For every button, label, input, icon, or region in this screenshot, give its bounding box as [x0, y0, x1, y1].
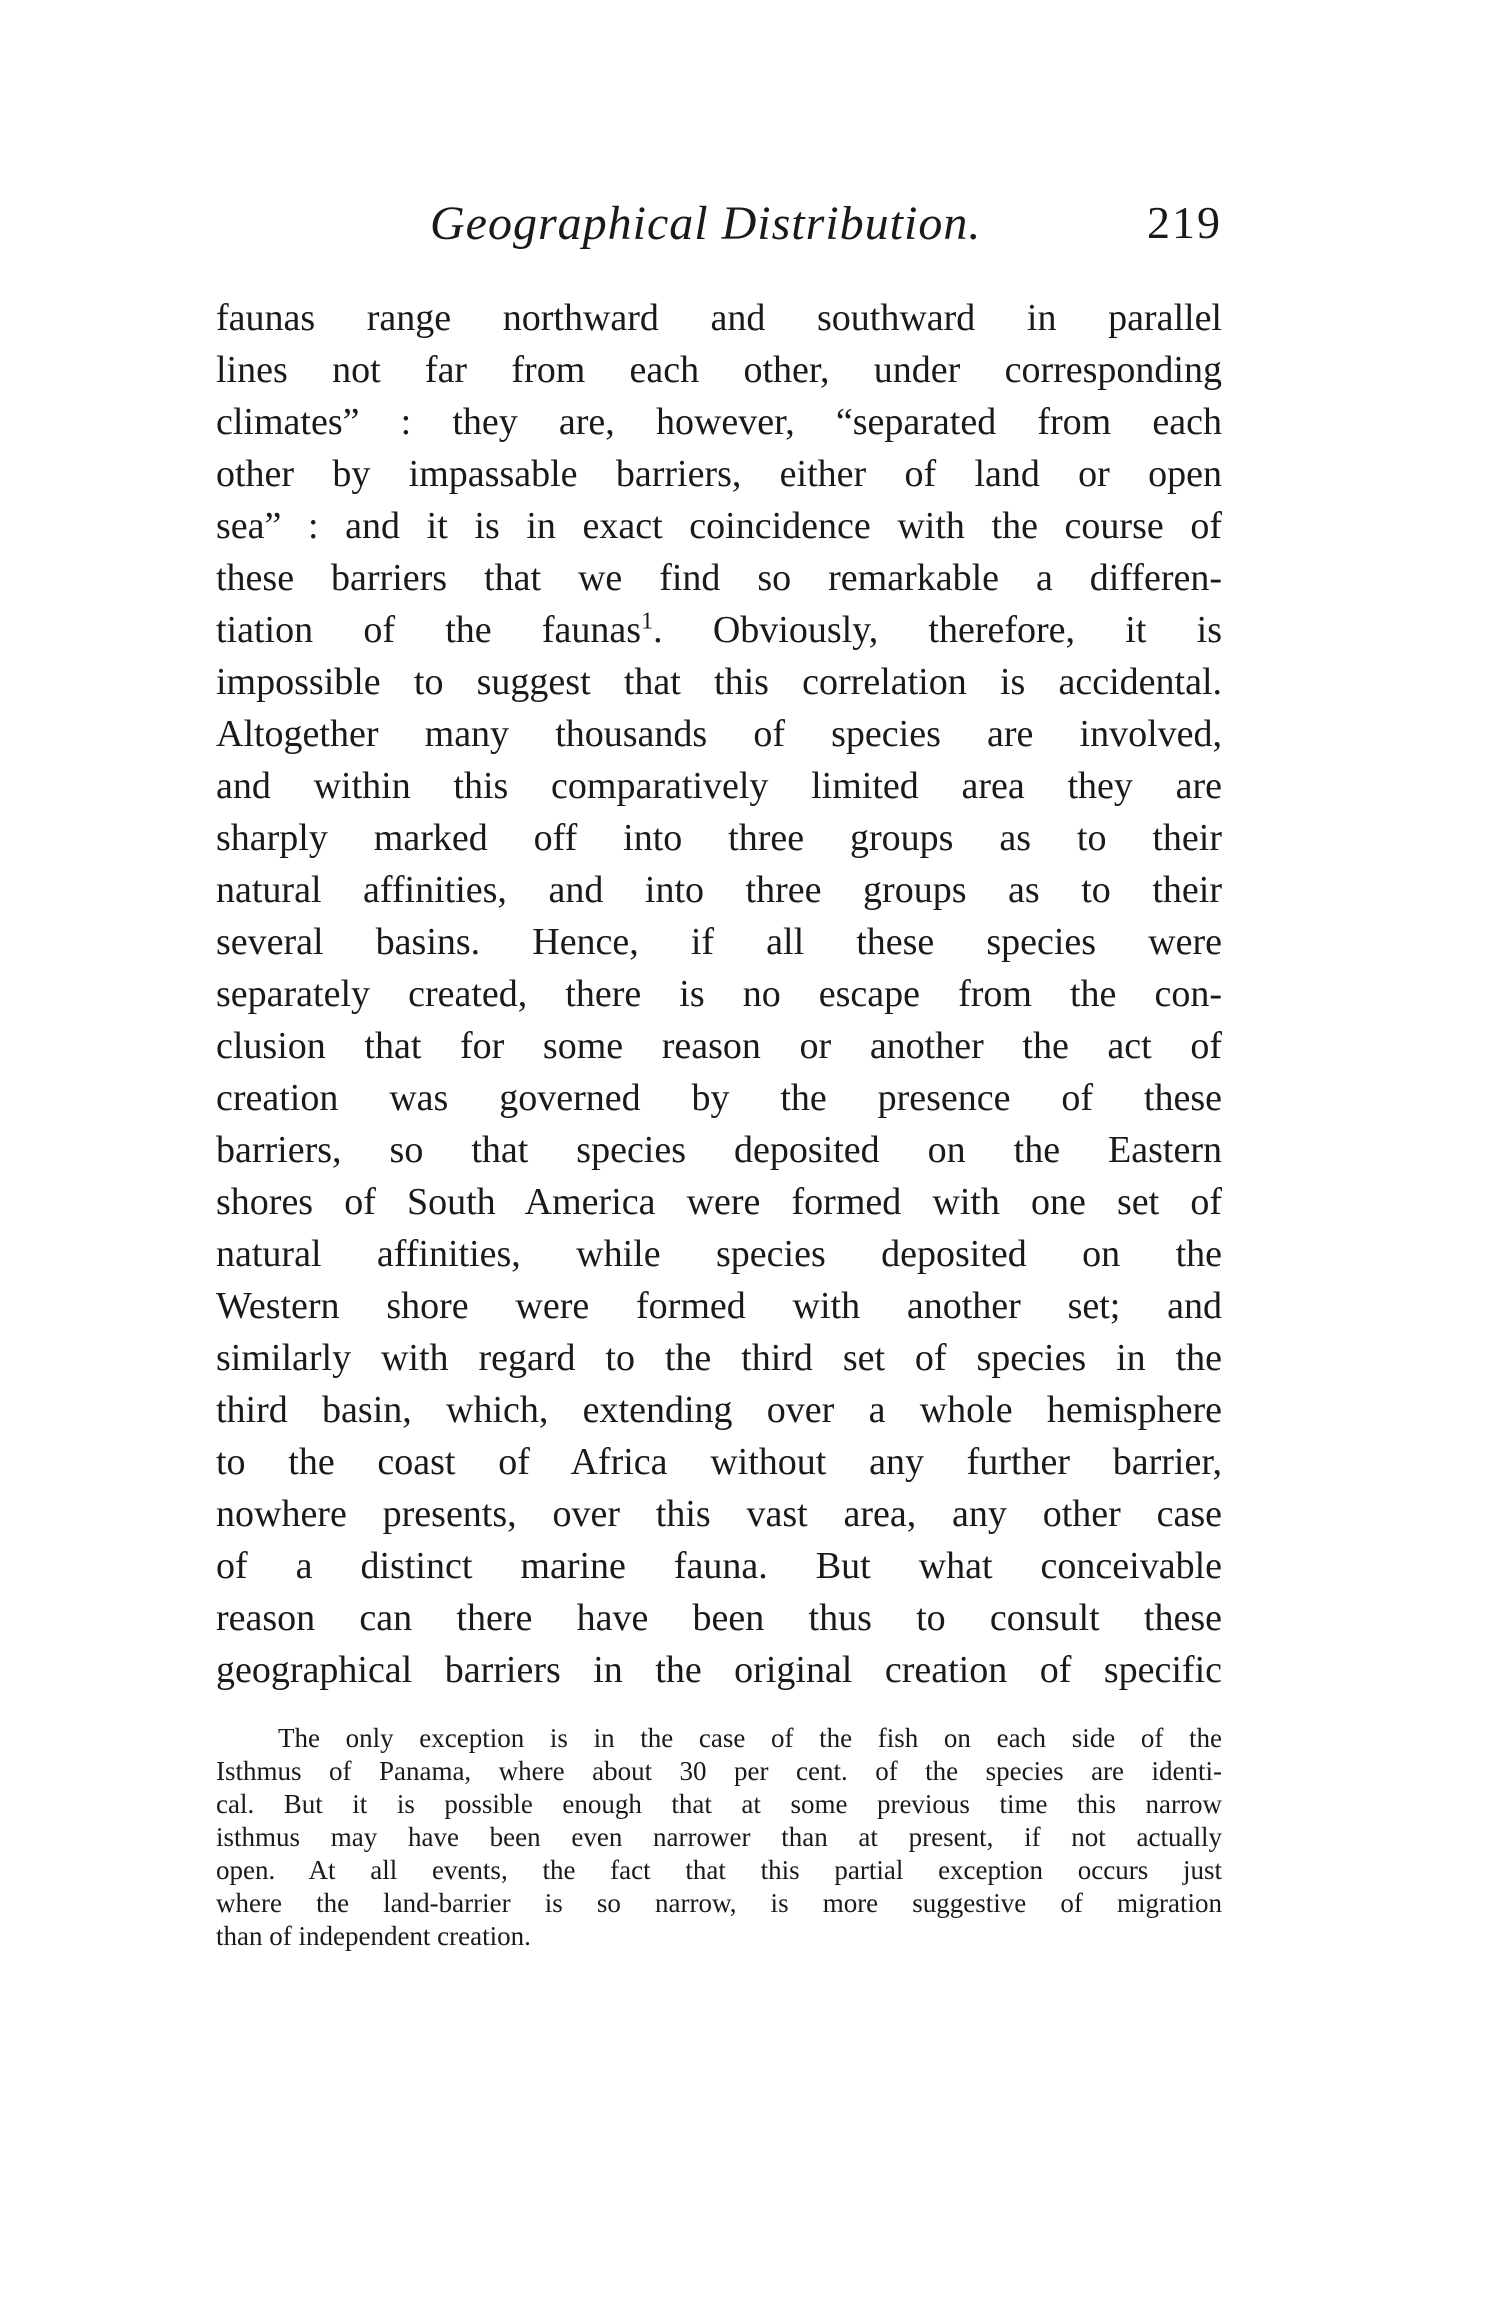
body-line: sharply marked off into three groups as to their — [216, 817, 1222, 859]
body-line-text: . Obviously, therefore, it is — [653, 609, 1222, 651]
body-line: Altogether many thousands of species are involved, — [216, 713, 1222, 755]
body-line: nowhere presents, over this vast area, any other case — [216, 1493, 1222, 1535]
footnote-line: cal. But it is possible enough that at some previous time this narrow — [216, 1789, 1222, 1819]
body-line: clusion that for some reason or another the act of — [216, 1025, 1222, 1067]
body-line: of a distinct marine fauna. But what conceivable — [216, 1545, 1222, 1587]
footnote-line: where the land-barrier is so narrow, is more suggestive of migration — [216, 1888, 1222, 1918]
body-line: Western shore were formed with another set; and — [216, 1285, 1222, 1327]
body-line: other by impassable barriers, either of land or open — [216, 453, 1222, 495]
footnote-line: Isthmus of Panama, where about 30 per cent. of the species are identi- — [216, 1756, 1222, 1786]
footnote-reference: 1 — [641, 608, 654, 635]
body-line: natural affinities, and into three groups as to their — [216, 869, 1222, 911]
body-line: impossible to suggest that this correlation is accidental. — [216, 661, 1222, 703]
footnote — [216, 1722, 1222, 1953]
body-line: faunas range northward and southward in parallel — [216, 297, 1222, 339]
body-line: third basin, which, extending over a whole hemisphere — [216, 1389, 1222, 1431]
body-line: climates” : they are, however, “separated from each — [216, 401, 1222, 443]
page-number: 219 — [1147, 197, 1222, 248]
body-line: these barriers that we find so remarkable a differen- — [216, 557, 1222, 599]
body-line: separately created, there is no escape from the con- — [216, 973, 1222, 1015]
body-text — [216, 292, 1222, 1696]
running-title: Geographical Distribution. — [430, 197, 982, 250]
body-line: shores of South America were formed with one set of — [216, 1181, 1222, 1223]
footnote-line: The only exception is in the case of the fish on each side of the — [278, 1723, 1222, 1753]
body-line: reason can there have been thus to consult these — [216, 1597, 1222, 1639]
body-line: sea” : and it is in exact coincidence with the course of — [216, 505, 1222, 547]
body-line: creation was governed by the presence of these — [216, 1077, 1222, 1119]
body-line: lines not far from each other, under corresponding — [216, 349, 1222, 391]
body-line-text: tiation of the faunas — [216, 609, 642, 651]
footnote-line: than of independent creation. — [216, 1921, 531, 1951]
running-head — [216, 196, 1222, 260]
body-line: barriers, so that species deposited on the Eastern — [216, 1129, 1222, 1171]
body-line: and within this comparatively limited area they are — [216, 765, 1222, 807]
body-line: to the coast of Africa without any further barrier, — [216, 1441, 1222, 1483]
body-line: several basins. Hence, if all these species were — [216, 921, 1222, 963]
footnote-line: isthmus may have been even narrower than at present, if not actually — [216, 1822, 1222, 1852]
body-line: similarly with regard to the third set of species in the — [216, 1337, 1222, 1379]
body-line-with-footnote-ref — [216, 604, 1222, 656]
footnote-line: open. At all events, the fact that this partial exception occurs just — [216, 1855, 1222, 1885]
body-line: geographical barriers in the original creation of specific — [216, 1649, 1222, 1691]
body-line: natural affinities, while species deposited on the — [216, 1233, 1222, 1275]
